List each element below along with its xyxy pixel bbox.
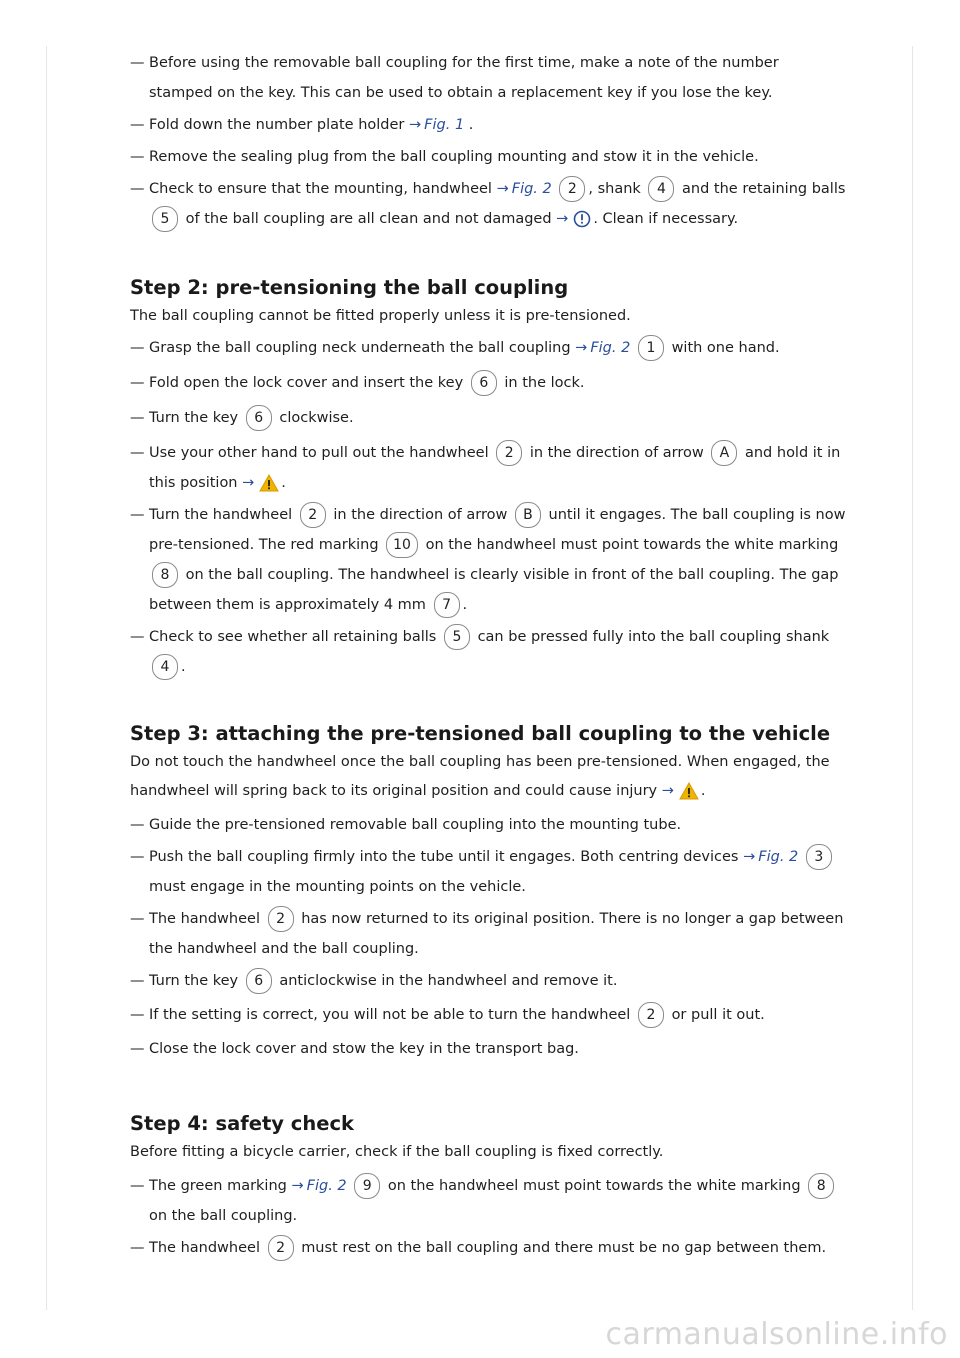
step-text: has now returned to its original position. There is no longer a gap between [301, 911, 844, 927]
step-text: . [468, 117, 474, 133]
step-text: on the ball coupling. [149, 1208, 298, 1224]
step-text: on the ball coupling. The handwheel is clearly visible in front of the ball coupling. The gap [185, 567, 839, 583]
dash-bullet: — [130, 911, 145, 927]
step-text: stamped on the key. This can be used to obtain a replacement key if you lose the key. [149, 85, 773, 101]
step-text: the handwheel and the ball coupling. [149, 941, 419, 957]
list-item [130, 810, 870, 840]
dash-bullet: — [130, 1240, 145, 1256]
section-intro: The ball coupling cannot be fitted properly unless it is pre-tensioned. [130, 308, 631, 324]
list-item [130, 1233, 870, 1263]
step-text: The handwheel [149, 1240, 260, 1256]
step-text: . Clean if necessary. [593, 211, 739, 227]
step-text: in the lock. [504, 375, 585, 391]
list-item [130, 842, 870, 902]
step-text: Turn the key [149, 973, 239, 989]
list-item [130, 1034, 870, 1064]
step-text: clockwise. [279, 410, 354, 426]
step-text: must rest on the ball coupling and there must be no gap between them. [301, 1240, 827, 1256]
callout-badge: A [711, 440, 737, 466]
step-text: The handwheel [149, 911, 260, 927]
callout-badge: 2 [638, 1002, 664, 1028]
callout-badge: 5 [152, 206, 178, 232]
dash-bullet: — [130, 1041, 145, 1057]
figure-link[interactable]: → Fig. 2 [291, 1178, 347, 1194]
list-item [130, 368, 870, 398]
callout-badge: 6 [246, 968, 272, 994]
dash-bullet: — [130, 507, 145, 523]
step-text: until it engages. The ball coupling is now [548, 507, 846, 523]
dash-bullet: — [130, 1007, 145, 1023]
list-item [130, 110, 870, 140]
list-item [130, 333, 870, 363]
step-text: must engage in the mounting points on the vehicle. [149, 879, 526, 895]
list-item [130, 142, 870, 172]
dash-bullet: — [130, 849, 145, 865]
callout-badge: 2 [300, 502, 326, 528]
warning-link[interactable] [242, 475, 281, 491]
note-icon [573, 210, 591, 228]
callout-badge: 8 [808, 1173, 834, 1199]
warning-icon [259, 474, 279, 492]
callout-badge: 6 [471, 370, 497, 396]
step-text: pre-tensioned. The red marking [149, 537, 379, 553]
step-text: this position [149, 475, 238, 491]
step-text: on the handwheel must point towards the white marking [425, 537, 839, 553]
dash-bullet: — [130, 375, 145, 391]
list-item [130, 48, 870, 108]
step-text: Before using the removable ball coupling for the first time, make a note of the number [149, 55, 779, 71]
step-text: . [181, 659, 186, 675]
arrow-right-icon: → [661, 783, 674, 799]
section-intro: Before fitting a bicycle carrier, check if the ball coupling is fixed correctly. [130, 1144, 664, 1160]
callout-badge: B [515, 502, 541, 528]
step-text: can be pressed fully into the ball coupling shank [477, 629, 830, 645]
callout-badge: 10 [386, 532, 418, 558]
callout-badge: 8 [152, 562, 178, 588]
manual-page [130, 48, 870, 1265]
step-text: on the handwheel must point towards the white marking [387, 1178, 801, 1194]
list-item [130, 403, 870, 433]
callout-badge: 4 [648, 176, 674, 202]
step-text: Push the ball coupling firmly into the tube until it engages. Both centring devices [149, 849, 739, 865]
list-item [130, 622, 870, 682]
step-text: anticlockwise in the handwheel and remove it. [279, 973, 618, 989]
callout-badge: 3 [806, 844, 832, 870]
step-text: in the direction of arrow [529, 445, 704, 461]
note-link[interactable] [556, 211, 593, 227]
step-text: of the ball coupling are all clean and not damaged [185, 211, 552, 227]
list-item [130, 438, 870, 498]
step-text: and hold it in [744, 445, 841, 461]
step-text: , shank [588, 181, 641, 197]
section-heading: Step 2: pre-tensioning the ball coupling [130, 276, 569, 299]
dash-bullet: — [130, 340, 145, 356]
arrow-right-icon: → [291, 1178, 304, 1194]
right-margin-rule [912, 46, 913, 1310]
step-text: or pull it out. [671, 1007, 765, 1023]
callout-badge: 1 [638, 335, 664, 361]
dash-bullet: — [130, 445, 145, 461]
step-text: Close the lock cover and stow the key in the transport bag. [149, 1041, 579, 1057]
figure-link[interactable]: → Fig. 1 [409, 117, 465, 133]
arrow-right-icon: → [242, 475, 255, 491]
callout-badge: 2 [559, 176, 585, 202]
step-text: Remove the sealing plug from the ball coupling mounting and stow it in the vehicle. [149, 149, 759, 165]
step-text: . [281, 475, 286, 491]
left-margin-rule [46, 46, 47, 1310]
list-item [130, 966, 870, 996]
dash-bullet: — [130, 117, 145, 133]
dash-bullet: — [130, 149, 145, 165]
section-heading: Step 3: attaching the pre-tensioned ball coupling to the vehicle [130, 722, 831, 745]
arrow-right-icon: → [743, 849, 756, 865]
step-text: and the retaining balls [682, 181, 846, 197]
callout-badge: 4 [152, 654, 178, 680]
step-text: Use your other hand to pull out the handwheel [149, 445, 489, 461]
callout-badge: 9 [354, 1173, 380, 1199]
figure-link[interactable]: → Fig. 2 [575, 340, 631, 356]
step-text: Guide the pre-tensioned removable ball coupling into the mounting tube. [149, 817, 682, 833]
list-item [130, 904, 870, 964]
step-text: Turn the key [149, 410, 239, 426]
arrow-right-icon: → [409, 117, 422, 133]
list-item [130, 174, 870, 234]
callout-badge: 7 [434, 592, 460, 618]
callout-badge: 6 [246, 405, 272, 431]
section-heading: Step 4: safety check [130, 1112, 354, 1135]
step-text: in the direction of arrow [333, 507, 508, 523]
dash-bullet: — [130, 973, 145, 989]
step-text: . [462, 597, 468, 613]
step-text: Check to see whether all retaining balls [149, 629, 437, 645]
figure-link[interactable]: → Fig. 2 [496, 181, 552, 197]
dash-bullet: — [130, 55, 145, 71]
dash-bullet: — [130, 629, 145, 645]
step-text: If the setting is correct, you will not be able to turn the handwheel [149, 1007, 631, 1023]
figure-link[interactable]: → Fig. 2 [743, 849, 799, 865]
warning-icon [679, 782, 699, 800]
dash-bullet: — [130, 1178, 145, 1194]
arrow-right-icon: → [496, 181, 509, 197]
step-text: Turn the handwheel [149, 507, 293, 523]
step-text: The green marking [149, 1178, 287, 1194]
arrow-right-icon: → [575, 340, 588, 356]
arrow-right-icon: → [556, 211, 569, 227]
section-intro: Do not touch the handwheel once the ball coupling has been pre-tensioned. When engaged, the handwheel will spring back to its original position and could cause injury → . [130, 754, 830, 799]
dash-bullet: — [130, 410, 145, 426]
step-text: with one hand. [671, 340, 780, 356]
step-text: Check to ensure that the mounting, handwheel [149, 181, 492, 197]
list-item [130, 1000, 870, 1030]
step-text: Grasp the ball coupling neck underneath the ball coupling [149, 340, 571, 356]
warning-link[interactable] [662, 783, 701, 799]
list-item [130, 1171, 870, 1231]
list-item [130, 500, 870, 620]
callout-badge: 5 [444, 624, 470, 650]
callout-badge: 2 [268, 906, 294, 932]
step-text: between them is approximately 4 mm [149, 597, 426, 613]
callout-badge: 2 [496, 440, 522, 466]
callout-badge: 2 [268, 1235, 294, 1261]
dash-bullet: — [130, 181, 145, 197]
watermark: carmanualsonline.info [605, 1317, 948, 1352]
step-text: Fold down the number plate holder [149, 117, 405, 133]
dash-bullet: — [130, 817, 145, 833]
step-text: Fold open the lock cover and insert the key [149, 375, 464, 391]
